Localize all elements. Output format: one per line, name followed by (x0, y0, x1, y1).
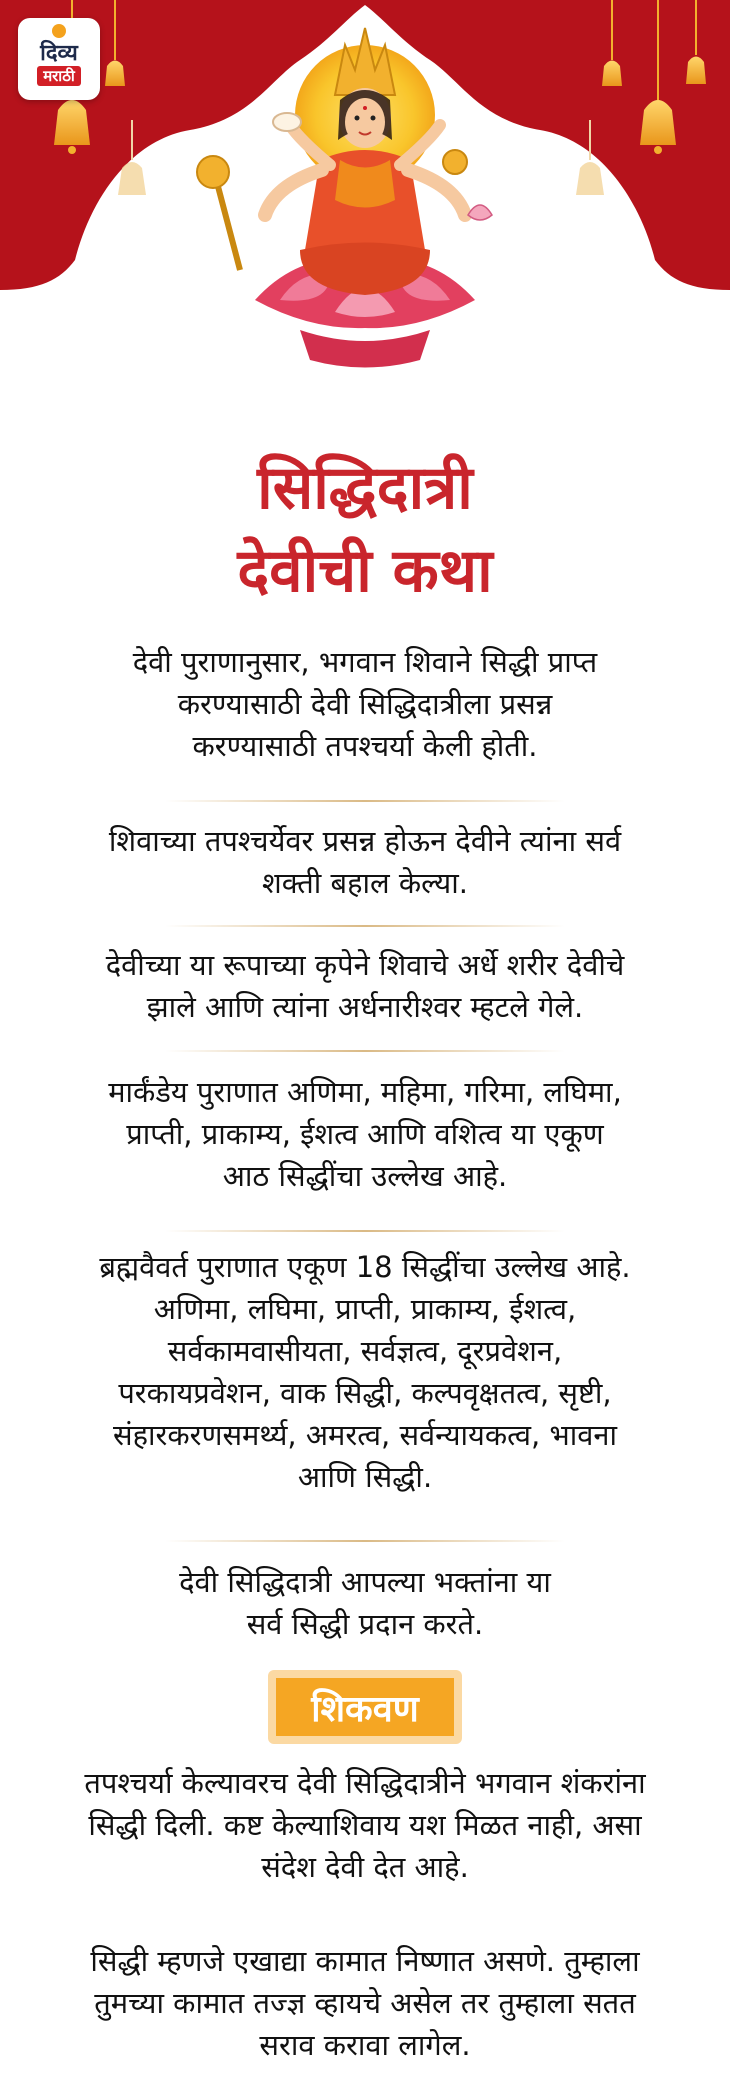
sun-icon (52, 24, 66, 38)
title-line-1: सिद्धिदात्री (257, 453, 473, 523)
story-paragraph: मार्कंडेय पुराणात अणिमा, महिमा, गरिमा, लघिमा, प्राप्ती, प्राकाम्य, ईशत्व आणि वशित्व या एकूण आठ सिद्धींचा उल्लेख आहे. (108, 1075, 622, 1193)
story-paragraph: देवीच्या या रूपाच्या कृपेने शिवाचे अर्धे शरीर देवीचे झाले आणि त्यांना अर्धनारीश्वर म्हटले गेले. (105, 948, 625, 1024)
divider (165, 1230, 565, 1232)
story-paragraph: शिवाच्या तपश्चर्येवर प्रसन्न होऊन देवीने त्यांना सर्व शक्ती बहाल केल्या. (108, 824, 622, 900)
divya-marathi-logo[interactable] (18, 18, 100, 100)
logo-line1: दिव्य (40, 41, 78, 66)
lesson-paragraph: तपश्चर्या केल्यावरच देवी सिद्धिदात्रीने भगवान शंकरांना सिद्धी दिली. कष्ट केल्याशिवाय यश मिळत नाही, असा संदेश देवी देत आहे. (84, 1766, 646, 1884)
lesson-label: शिकवण (276, 1678, 454, 1736)
title-line-2: देवीची कथा (237, 536, 493, 606)
story-paragraph: ब्रह्मवैवर्त पुराणात एकूण 18 सिद्धींचा उल्लेख आहे. अणिमा, लघिमा, प्राप्ती, प्राकाम्य, ईशत्व, सर्वकामवासीयता, सर्वज्ञत्व, दूरप्रवेशन, परकायप्रवेशन, वाक सिद्धी, कल्पवृक्षतत्व, सृष्टी, संहारकरणसमर्थ्य, अमरत्व, सर्वन्यायकत्व, भावना आणि सिद्धी. (99, 1250, 631, 1494)
divider (165, 800, 565, 802)
story-paragraph: देवी पुराणानुसार, भगवान शिवाने सिद्धी प्राप्त करण्यासाठी देवी सिद्धिदात्रीला प्रसन्न करण्यासाठी तपश्चर्या केली होती. (132, 645, 598, 763)
divider (165, 1050, 565, 1052)
header-banner (0, 0, 730, 460)
divider (165, 1540, 565, 1542)
lesson-paragraph: सिद्धी म्हणजे एखाद्या कामात निष्णात असणे. तुम्हाला तुमच्या कामात तज्ज्ञ व्हायचे असेल तर तुम्हाला सतत सराव करावा लागेल. (90, 1944, 640, 2062)
story-paragraph: देवी सिद्धिदात्री आपल्या भक्तांना या सर्व सिद्धी प्रदान करते. (179, 1565, 551, 1641)
logo-line2: मराठी (37, 66, 81, 86)
lesson-badge (268, 1670, 462, 1744)
divider (165, 925, 565, 927)
